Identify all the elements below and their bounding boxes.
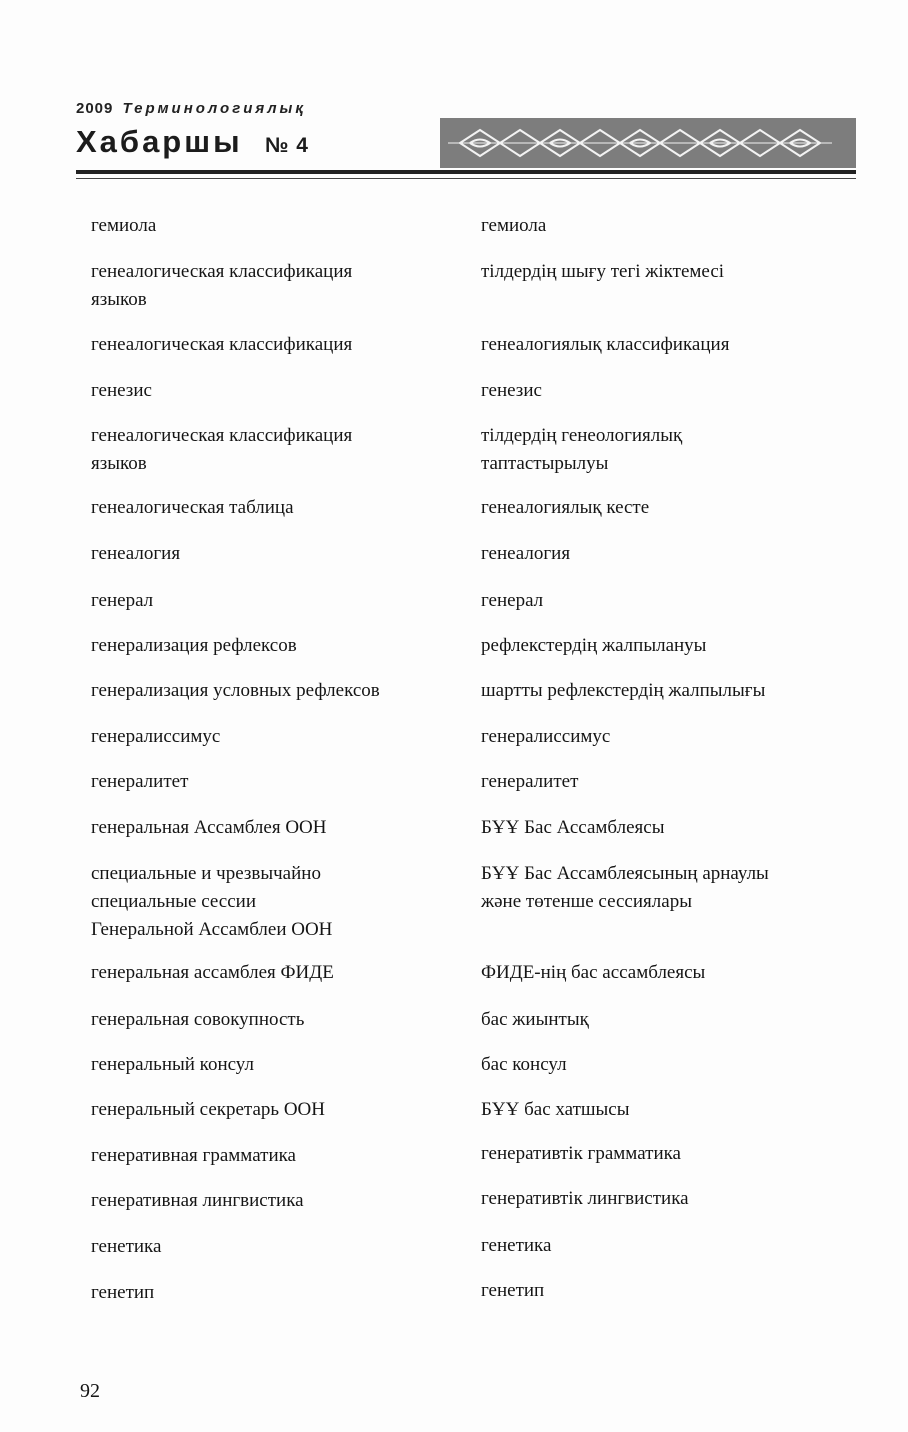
- entry-kz: [481, 212, 546, 240]
- entry-kz: [481, 1051, 567, 1079]
- term-line: генеалогиялық классификация: [481, 334, 730, 355]
- term-line: гемиола: [91, 215, 157, 236]
- entry-ru: [91, 814, 326, 842]
- term-line: Генеральной Ассамблеи ООН: [91, 919, 333, 940]
- term-line: рефлекстердің жалпылануы: [481, 635, 707, 656]
- entry-ru: [91, 1051, 254, 1079]
- term-line: языков: [91, 453, 147, 474]
- header-magazine-name: Терминологиялық: [122, 100, 306, 117]
- term-line: генеалогия: [91, 543, 181, 564]
- term-line: специальные сессии: [91, 891, 257, 912]
- term-line: генеалогическая классификация: [91, 261, 353, 282]
- entry-kz: [481, 959, 705, 987]
- term-line: генералитет: [481, 771, 579, 792]
- entry-kz: [481, 1140, 681, 1168]
- entry-ru: [91, 422, 352, 478]
- entry-ru: [91, 768, 188, 796]
- entry-kz: [481, 723, 610, 751]
- term-line: генетика: [91, 1236, 162, 1257]
- entry-kz: [481, 814, 664, 842]
- term-line: тілдердің шығу тегі жіктемесі: [481, 261, 725, 282]
- entry-kz: [481, 422, 682, 478]
- term-line: және төтенше сессиялары: [481, 891, 692, 912]
- term-line: генерализация рефлексов: [91, 635, 297, 656]
- entry-ru: [91, 587, 153, 615]
- entry-kz: [481, 331, 729, 359]
- term-line: генералитет: [91, 771, 189, 792]
- entry-kz: [481, 632, 706, 660]
- entry-kz: [481, 677, 765, 705]
- term-line: генеральная Ассамблея ООН: [91, 817, 327, 838]
- entry-ru: [91, 494, 294, 522]
- term-line: шартты рефлекстердің жалпылығы: [481, 680, 766, 701]
- term-line: генеральная ассамблея ФИДЕ: [91, 962, 334, 983]
- term-line: языков: [91, 289, 147, 310]
- entry-kz: [481, 1232, 551, 1260]
- term-line: генеративная грамматика: [91, 1145, 296, 1166]
- term-line: генеалогия: [481, 543, 571, 564]
- entry-kz: [481, 587, 543, 615]
- entry-ru: [91, 258, 352, 314]
- entry-kz: [481, 494, 649, 522]
- header-year: 2009: [76, 100, 114, 117]
- term-line: генетип: [481, 1280, 545, 1301]
- term-line: генералиссимус: [91, 726, 221, 747]
- header-issue: № 4: [265, 134, 309, 157]
- term-line: специальные и чрезвычайно: [91, 863, 321, 884]
- term-line: гемиола: [481, 215, 547, 236]
- entry-ru: [91, 632, 297, 660]
- entry-kz: [481, 1006, 589, 1034]
- entry-kz: [481, 258, 724, 286]
- entry-ru: [91, 1096, 325, 1124]
- entry-ru: [91, 1279, 154, 1307]
- term-line: генеалогическая классификация: [91, 334, 353, 355]
- term-line: генеалогическая таблица: [91, 497, 294, 518]
- term-line: бас консул: [481, 1054, 567, 1075]
- term-line: таптастырылуы: [481, 453, 609, 474]
- term-line: генеральный секретарь ООН: [91, 1099, 325, 1120]
- header-title: Хабаршы: [76, 124, 243, 159]
- term-line: генеративная лингвистика: [91, 1190, 304, 1211]
- entry-ru: [91, 1006, 304, 1034]
- term-line: генерализация условных рефлексов: [91, 680, 380, 701]
- term-line: генеалогическая классификация: [91, 425, 353, 446]
- term-line: генеральная совокупность: [91, 1009, 305, 1030]
- entry-ru: [91, 1142, 296, 1170]
- entry-ru: [91, 377, 152, 405]
- entry-kz: [481, 540, 570, 568]
- term-line: генетип: [91, 1282, 155, 1303]
- entry-ru: [91, 677, 380, 705]
- term-line: ФИДЕ-нің бас ассамблеясы: [481, 962, 706, 983]
- term-line: БҰҰ Бас Ассамблеясы: [481, 817, 665, 838]
- term-line: генералиссимус: [481, 726, 611, 747]
- term-line: генеалогиялық кесте: [481, 497, 650, 518]
- term-line: генерал: [481, 590, 544, 611]
- entry-kz: [481, 1096, 629, 1124]
- entry-ru: [91, 959, 334, 987]
- term-line: генеративтік лингвистика: [481, 1188, 689, 1209]
- term-line: БҰҰ бас хатшысы: [481, 1099, 630, 1120]
- term-line: генезис: [91, 380, 152, 401]
- entry-ru: [91, 1233, 161, 1261]
- entry-kz: [481, 860, 769, 916]
- entry-ru: [91, 540, 180, 568]
- term-line: генезис: [481, 380, 542, 401]
- term-line: тілдердің генеологиялық: [481, 425, 683, 446]
- term-line: генеральный консул: [91, 1054, 254, 1075]
- entry-ru: [91, 860, 332, 944]
- entry-ru: [91, 723, 220, 751]
- term-line: генерал: [91, 590, 154, 611]
- entry-ru: [91, 331, 352, 359]
- entry-ru: [91, 1187, 304, 1215]
- entry-ru: [91, 212, 156, 240]
- page-number: 92: [80, 1380, 100, 1402]
- entry-kz: [481, 768, 578, 796]
- entry-kz: [481, 377, 542, 405]
- term-line: БҰҰ Бас Ассамблеясының арнаулы: [481, 863, 769, 884]
- term-line: генетика: [481, 1235, 552, 1256]
- entry-kz: [481, 1185, 689, 1213]
- entry-kz: [481, 1277, 544, 1305]
- term-line: бас жиынтық: [481, 1009, 589, 1030]
- term-line: генеративтік грамматика: [481, 1143, 681, 1164]
